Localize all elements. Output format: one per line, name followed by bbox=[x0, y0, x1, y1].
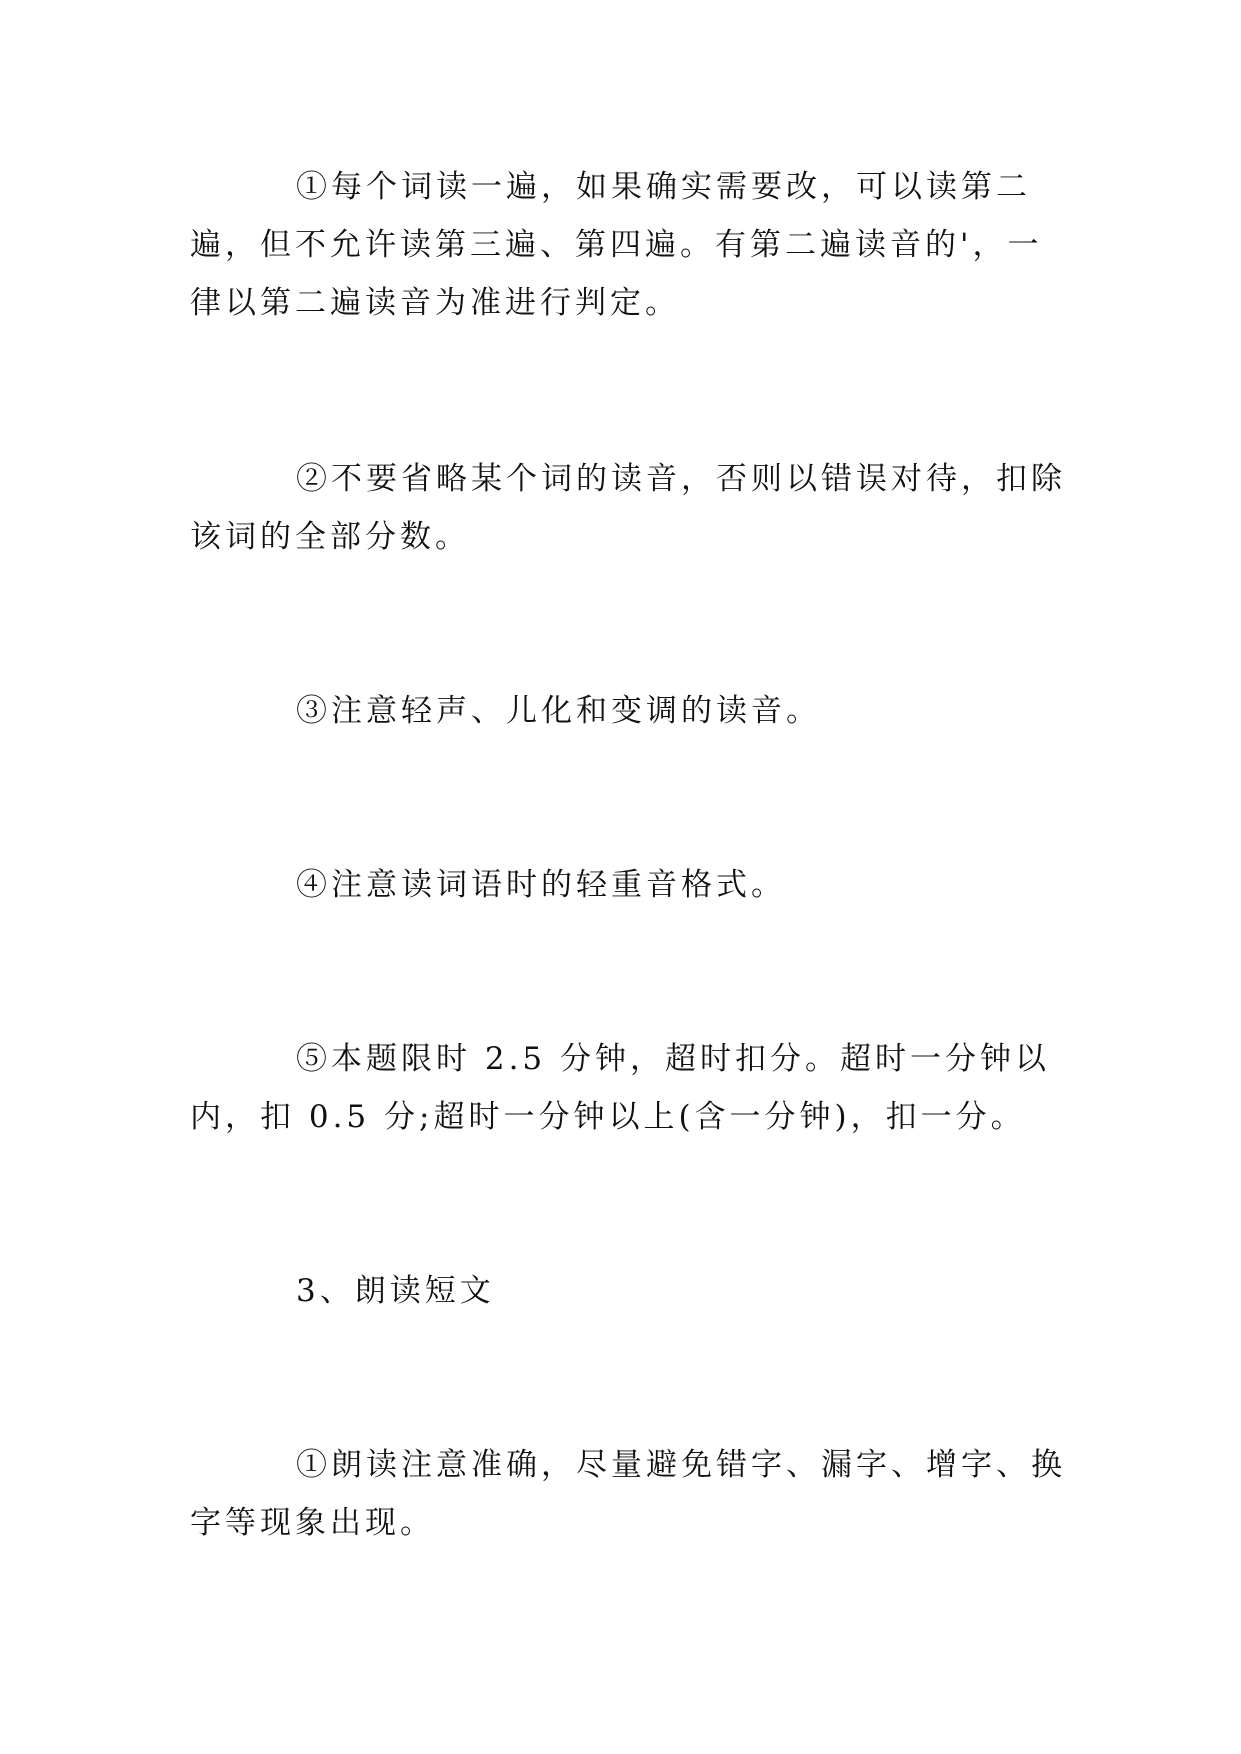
paragraph-rule-4-stress-pattern: ④注意读词语时的轻重音格式。 bbox=[296, 867, 786, 903]
paragraph-rule-5-time-limit: ⑤本题限时 2.5 分钟，超时扣分。超时一分钟以内，扣 0.5 分;超时一分钟以上(含一分钟)，扣一分。 bbox=[190, 1041, 1051, 1135]
paragraph-rule-1-read-once: ①每个词读一遍，如果确实需要改，可以读第二遍，但不允许读第三遍、第四遍。有第二遍读音的'，一律以第二遍读音为准进行判定。 bbox=[190, 169, 1043, 321]
paragraph-rule-3-neutral-tone: ③注意轻声、儿化和变调的读音。 bbox=[296, 693, 821, 729]
paragraph-passage-rule-1-accuracy: ①朗读注意准确，尽量避免错字、漏字、增字、换字等现象出现。 bbox=[190, 1447, 1066, 1541]
section-heading-read-passage: 3、朗读短文 bbox=[296, 1273, 495, 1309]
paragraph-rule-2-no-omission: ②不要省略某个词的读音，否则以错误对待，扣除该词的全部分数。 bbox=[190, 461, 1066, 555]
